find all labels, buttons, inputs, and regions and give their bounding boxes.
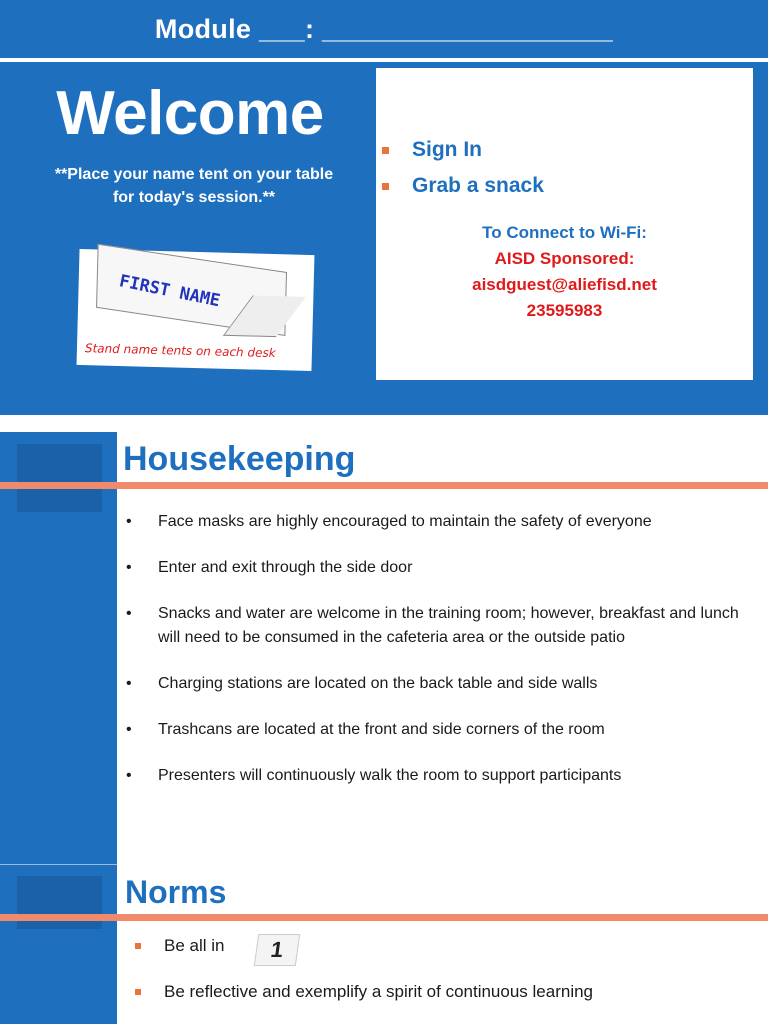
list-item: • Presenters will continuously walk the room to support participants: [126, 764, 756, 788]
list-item: • Enter and exit through the side door: [126, 556, 756, 580]
name-tent-caption: Stand name tents on each desk: [84, 341, 276, 361]
square-bullet-icon: [382, 183, 389, 190]
name-tent-instruction: [18, 163, 370, 209]
square-bullet-icon: [135, 989, 141, 995]
list-item: • Snacks and water are welcome in the training room; however, breakfast and lunch will need to be consumed in the cafeteria area or the outside patio: [126, 602, 756, 650]
square-bullet-icon: [382, 147, 389, 154]
welcome-slide: [0, 0, 768, 415]
module-title: Module ___: ___________________: [154, 14, 614, 44]
wifi-heading: To Connect to Wi-Fi:: [482, 223, 647, 242]
wifi-password: 23595983: [526, 301, 603, 320]
list-item: • Trashcans are located at the front and side corners of the room: [126, 718, 756, 742]
section-divider: [0, 864, 117, 865]
list-item: • Face masks are highly encouraged to maintain the safety of everyone: [126, 510, 756, 534]
norm-item: [135, 982, 593, 1002]
list-item: • Charging stations are located on the back table and side walls: [126, 672, 756, 696]
wifi-network: AISD Sponsored:: [494, 249, 635, 268]
square-bullet-icon: [135, 943, 141, 949]
checkin-panel: [376, 68, 753, 380]
instruction-line-1: **Place your name tent on your table: [54, 166, 334, 183]
housekeeping-rule: [0, 482, 768, 489]
norm-item: [135, 936, 224, 956]
bullet-grab-snack: [376, 174, 544, 198]
title-divider: [0, 58, 768, 62]
instruction-line-2: for today's session.**: [112, 189, 276, 206]
norms-title: Norms: [125, 874, 227, 910]
norms-rule: [0, 914, 768, 921]
wifi-info: [376, 220, 753, 324]
bullet-label: Sign In: [412, 138, 482, 161]
housekeeping-title: Housekeeping: [123, 440, 356, 478]
norm-label: Be reflective and exemplify a spirit of continuous learning: [164, 982, 594, 1001]
left-accent-strip: [0, 432, 117, 1024]
accent-block-norms: [17, 876, 102, 929]
number-one-badge-icon: 1: [254, 934, 300, 966]
housekeeping-slide: [0, 432, 768, 1024]
bullet-label: Grab a snack: [412, 174, 544, 197]
name-tent-image: [77, 249, 315, 371]
accent-block-top: [17, 444, 102, 512]
norm-label: Be all in: [164, 936, 225, 955]
bullet-sign-in: [376, 138, 482, 162]
wifi-username: aisdguest@aliefisd.net: [472, 275, 657, 294]
housekeeping-list: [126, 510, 756, 810]
name-tent-label: FIRST NAME: [117, 271, 222, 312]
welcome-heading: Welcome: [56, 79, 324, 148]
